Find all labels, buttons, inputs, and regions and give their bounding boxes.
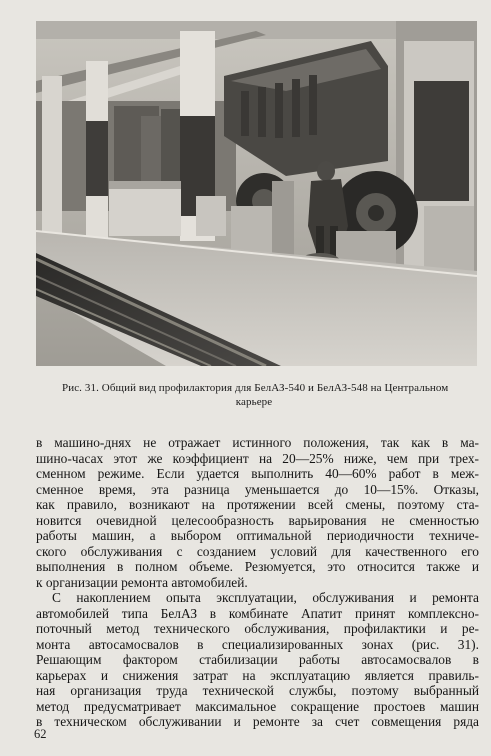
figure-caption <box>62 381 449 409</box>
body-text <box>36 435 479 730</box>
text-line: в техническом обслуживании и ремонте за счет совмещения ряда <box>36 714 479 729</box>
text-line: сменное время, эта разница уменьшается до 10—15%. Отказы, <box>36 481 479 497</box>
text-line: ского обслуживания с созданием условий для качественного его <box>36 543 479 559</box>
text-line: выполнения в полном объеме. Резюмуется, это относится также и <box>36 559 479 574</box>
text-line: как правило, возникают на протяжении всей смены, поэтому ста- <box>36 497 479 512</box>
text-line: автомобилей типа БелАЗ в комбинате Апатит принят комплексно- <box>36 605 479 621</box>
text-line: монта автосамосвалов в специализированных зонах (рис. 31). <box>36 636 479 652</box>
text-line: ная организация труда технической службы, поэтому выбранный <box>36 683 479 698</box>
text-line: в машино-днях не отражает истинного положения, так как в ма- <box>36 435 479 450</box>
page-number: 62 <box>34 727 47 741</box>
text-line: карьерах и снижения затрат на эксплуатацию является правиль- <box>36 667 479 683</box>
caption-line-2: карьере <box>235 396 273 408</box>
depot-photo-image <box>36 21 477 366</box>
text-line: Решающим фактором стабилизации работы автосамосвалов в <box>36 652 479 667</box>
text-line: метод предусматривает максимальное сокращение простоев машин <box>36 698 479 714</box>
text-line: новится очевидной целесообразность варьирования не сменностью <box>36 512 479 528</box>
depot-photo <box>36 21 477 366</box>
text-line: к организации ремонта автомобилей. <box>36 574 248 590</box>
text-line: сменном режиме. Если удается выполнить 40—60% работ в меж- <box>36 466 479 481</box>
text-line: шино-часах этот же коэффициент на 20—25% ниже, чем при трех- <box>36 450 479 466</box>
text-line: поточный метод технического обслуживания, профилактики и ре- <box>36 621 479 636</box>
caption-line-1: Рис. 31. Общий вид профилактория для БелАЗ-540 и БелАЗ-548 на Центральном <box>62 382 449 394</box>
text-line: С накоплением опыта эксплуатации, обслуживания и ремонта <box>52 590 479 605</box>
text-line: работы машин, а выбором оптимальной периодичности техниче- <box>36 528 479 543</box>
